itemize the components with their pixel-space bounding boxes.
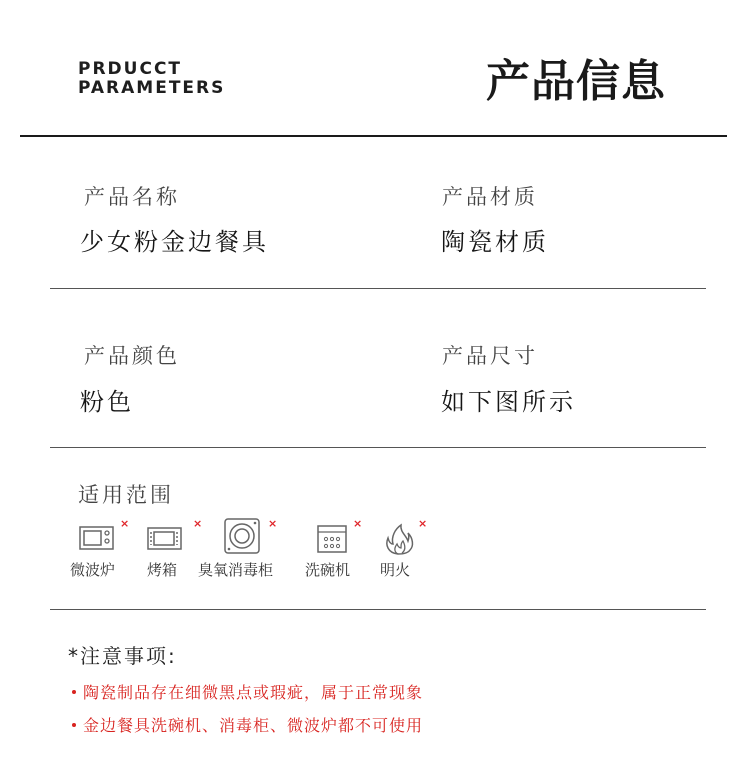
dishwasher-not-allowed-mark: × bbox=[353, 517, 363, 530]
section-divider-1 bbox=[50, 288, 706, 289]
section-divider-2 bbox=[50, 447, 706, 448]
product-size-label: 产品尺寸 bbox=[442, 344, 538, 368]
product-name-label: 产品名称 bbox=[84, 185, 180, 209]
scope-title: 适用范围 bbox=[78, 483, 174, 507]
microwave-icon bbox=[79, 520, 119, 554]
product-name-value: 少女粉金边餐具 bbox=[80, 228, 269, 256]
flame-icon bbox=[382, 522, 422, 556]
header-english-line1: PRDUCCT bbox=[78, 59, 183, 79]
product-color-label: 产品颜色 bbox=[84, 344, 180, 368]
sterilizer-icon bbox=[224, 518, 264, 552]
microwave-not-allowed-mark: × bbox=[120, 517, 130, 530]
flame-label: 明火 bbox=[380, 561, 411, 579]
bullet-icon bbox=[72, 723, 76, 727]
sterilizer-not-allowed-mark: × bbox=[268, 517, 278, 530]
dishwasher-label: 洗碗机 bbox=[305, 561, 351, 579]
product-material-label: 产品材质 bbox=[442, 185, 538, 209]
header-english-line2: PARAMETERS bbox=[78, 78, 226, 98]
product-size-value: 如下图所示 bbox=[441, 388, 576, 416]
oven-label: 烤箱 bbox=[147, 561, 178, 579]
microwave-label: 微波炉 bbox=[70, 561, 116, 579]
oven-not-allowed-mark: × bbox=[193, 517, 203, 530]
dishwasher-icon bbox=[317, 520, 357, 554]
section-divider-3 bbox=[50, 609, 706, 610]
note-text-2: 金边餐具洗碗机、消毒柜、微波炉都不可使用 bbox=[83, 716, 424, 735]
notes-title: *注意事项: bbox=[68, 644, 177, 668]
note-item bbox=[72, 715, 423, 737]
note-text-1: 陶瓷制品存在细微黑点或瑕疵，属于正常现象 bbox=[83, 683, 424, 702]
page-title: 产品信息 bbox=[486, 56, 666, 107]
oven-icon bbox=[147, 520, 187, 554]
note-item bbox=[72, 682, 423, 704]
product-material-value: 陶瓷材质 bbox=[441, 228, 549, 256]
sterilizer-label: 臭氧消毒柜 bbox=[198, 561, 274, 579]
header-divider bbox=[20, 135, 727, 137]
product-color-value: 粉色 bbox=[80, 388, 134, 416]
header-english-title bbox=[78, 60, 225, 98]
flame-not-allowed-mark: × bbox=[418, 517, 428, 530]
bullet-icon bbox=[72, 690, 76, 694]
